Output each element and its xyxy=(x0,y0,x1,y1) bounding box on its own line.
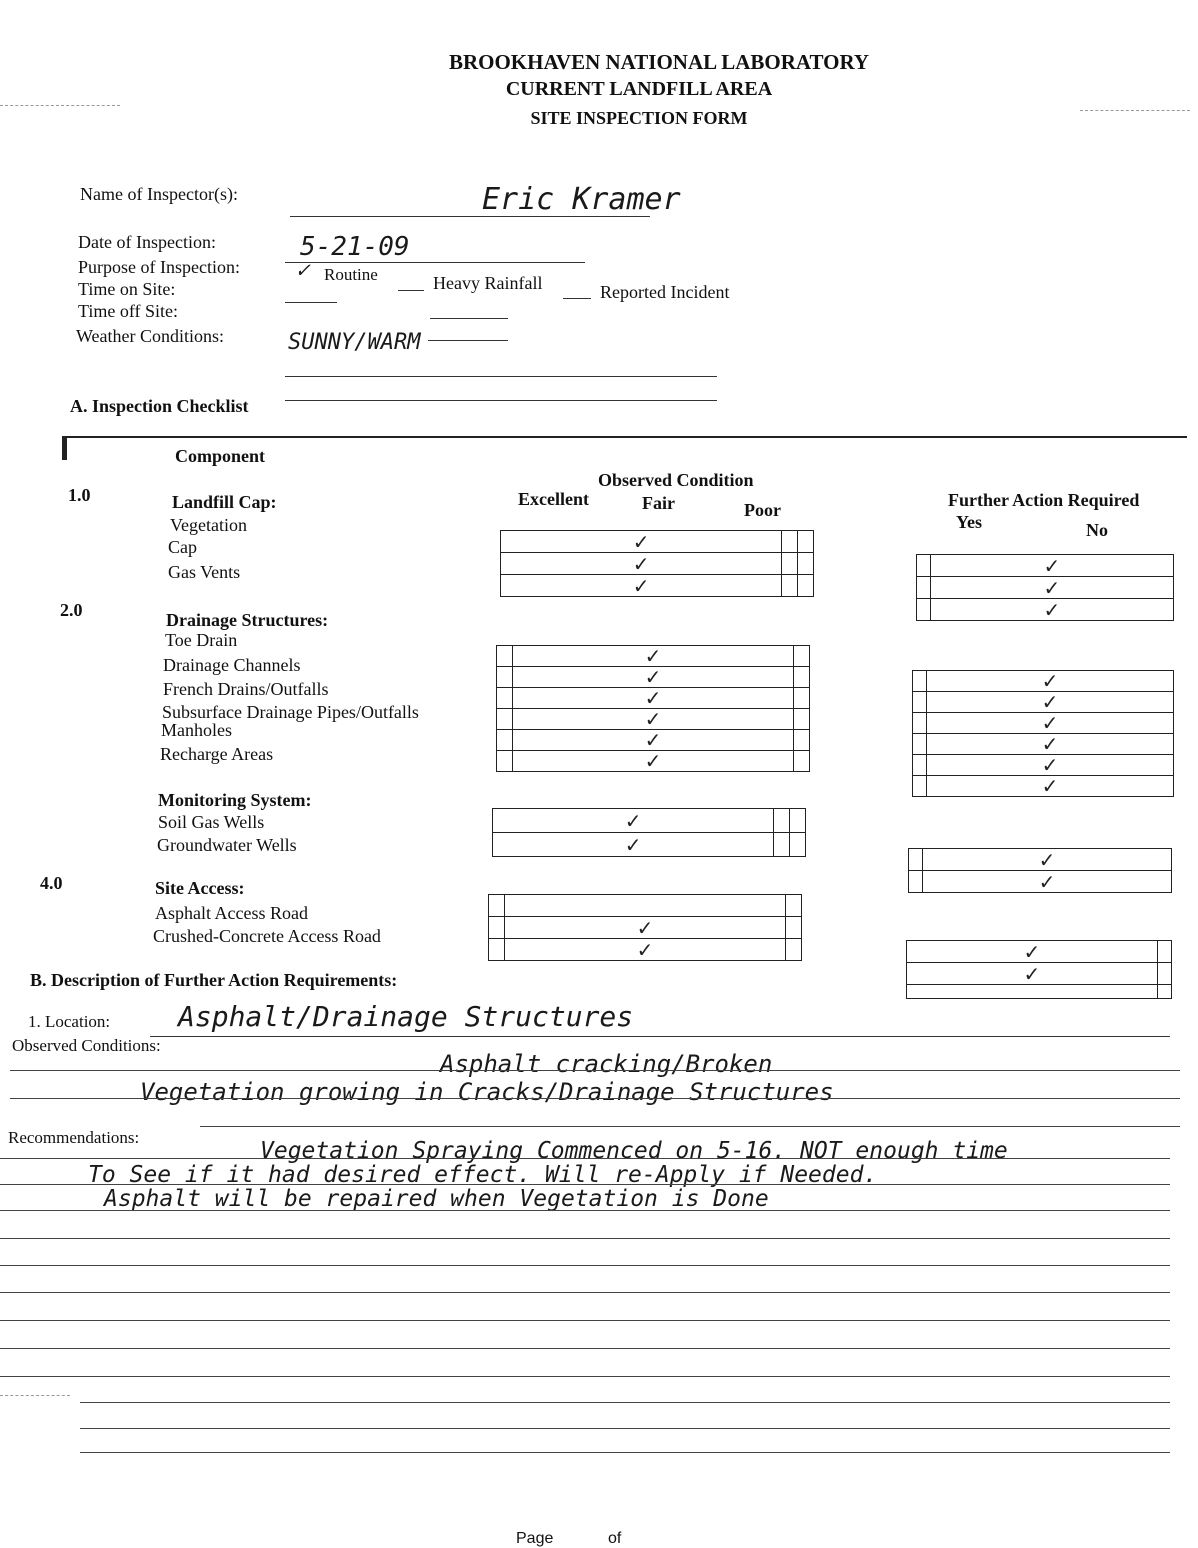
cell-cap-yes[interactable] xyxy=(917,577,931,599)
cell-french-no[interactable]: ✓ xyxy=(926,713,1173,734)
grid-monitoring-condition xyxy=(492,808,806,857)
title-area: CURRENT LANDFILL AREA xyxy=(505,78,773,100)
cell-asphalt-fair[interactable] xyxy=(504,895,785,917)
cell-groundwater-fair[interactable] xyxy=(774,833,790,857)
ruled-line[interactable] xyxy=(10,1098,1180,1099)
cell-channels-no[interactable]: ✓ xyxy=(926,692,1173,713)
ruled-line[interactable] xyxy=(0,1376,1170,1377)
cell-soil-gas-poor[interactable] xyxy=(790,809,806,833)
ruled-line[interactable] xyxy=(0,1238,1170,1239)
cell-toe-drain-excellent[interactable] xyxy=(497,646,513,667)
heavy-rainfall-blank[interactable] xyxy=(398,290,424,291)
ruled-line[interactable] xyxy=(0,1184,1170,1185)
cell-blank-excellent[interactable] xyxy=(489,917,505,939)
cell-vegetation-excellent[interactable]: ✓ xyxy=(501,531,782,553)
cell-concrete-poor[interactable] xyxy=(786,939,802,961)
cell-cap-excellent[interactable]: ✓ xyxy=(501,553,782,575)
ruled-line[interactable] xyxy=(10,1070,1180,1071)
scan-artifact xyxy=(0,1395,70,1396)
further-action-header: Further Action Required xyxy=(948,490,1140,510)
cell-soil-gas-excellent[interactable]: ✓ xyxy=(493,809,774,833)
ruled-line[interactable] xyxy=(0,1292,1170,1293)
cell-subsurface-excellent[interactable] xyxy=(497,709,513,730)
item-french-drains: French Drains/Outfalls xyxy=(163,679,329,699)
cell-asphalt-poor[interactable] xyxy=(786,895,802,917)
cell-manholes-no[interactable]: ✓ xyxy=(926,755,1173,776)
cell-channels-yes[interactable] xyxy=(913,692,927,713)
observed-line-1: Asphalt cracking/Broken xyxy=(440,1050,773,1078)
cell-asphalt-excellent[interactable] xyxy=(489,895,505,917)
cell-subsurface-poor[interactable] xyxy=(794,709,810,730)
cell-recharge-yes[interactable] xyxy=(913,776,927,797)
item-gas-vents: Gas Vents xyxy=(168,562,241,582)
grid-landfill-cap-condition xyxy=(500,530,814,597)
cell-toe-drain-fair[interactable]: ✓ xyxy=(512,646,793,667)
fair-header: Fair xyxy=(642,493,675,513)
cell-groundwater-poor[interactable] xyxy=(790,833,806,857)
title-form: SITE INSPECTION FORM xyxy=(530,108,748,128)
inspector-label: Name of Inspector(s): xyxy=(80,184,238,204)
group-number-2: 2.0 xyxy=(60,600,83,620)
cell-manholes-fair[interactable]: ✓ xyxy=(512,730,793,751)
cell-cap-poor[interactable] xyxy=(798,553,814,575)
group-number-4: 4.0 xyxy=(40,873,63,893)
cell-soil-gas-fair[interactable] xyxy=(774,809,790,833)
time-off-label: Time off Site: xyxy=(78,301,179,321)
cell-blank-fair[interactable]: ✓ xyxy=(504,917,785,939)
weather-field-line-1[interactable] xyxy=(428,340,508,341)
cell-groundwater-no[interactable]: ✓ xyxy=(923,871,1172,893)
date-label: Date of Inspection: xyxy=(78,232,216,252)
cell-subsurface-fair[interactable]: ✓ xyxy=(512,709,793,730)
item-drainage-channels: Drainage Channels xyxy=(163,655,301,675)
cell-concrete-yes[interactable]: ✓ xyxy=(907,963,1158,985)
scan-artifact xyxy=(1080,110,1190,111)
item-cap: Cap xyxy=(168,537,197,557)
ruled-line[interactable] xyxy=(0,1320,1170,1321)
grid-monitoring-further xyxy=(908,848,1172,893)
cell-subsurface-yes[interactable] xyxy=(913,734,927,755)
purpose-routine: Routine xyxy=(324,265,378,284)
inspector-value: Eric Kramer xyxy=(482,182,681,217)
cell-channels-poor[interactable] xyxy=(794,667,810,688)
page-of-label: of xyxy=(608,1530,622,1547)
cell-gas-vents-poor[interactable] xyxy=(798,575,814,597)
cell-asphalt-no[interactable] xyxy=(1157,941,1171,963)
ruled-line[interactable] xyxy=(0,1158,1170,1159)
group-title-monitoring: Monitoring System: xyxy=(158,790,312,810)
cell-gas-vents-no[interactable]: ✓ xyxy=(930,599,1173,621)
component-header: Component xyxy=(175,446,266,466)
grid-site-access-condition xyxy=(488,894,802,961)
group-title-drainage: Drainage Structures: xyxy=(166,610,329,630)
purpose-heavy-rainfall: Heavy Rainfall xyxy=(433,273,543,293)
rec-line-1: Vegetation Spraying Commenced on 5-16. NOT enough time xyxy=(260,1138,1008,1164)
purpose-reported-incident: Reported Incident xyxy=(600,282,730,302)
item-toe-drain: Toe Drain xyxy=(165,630,238,650)
rec-line-2: To See if it had desired effect. Will re-Apply if Needed. xyxy=(88,1162,878,1188)
item-recharge-areas: Recharge Areas xyxy=(160,744,274,764)
cell-vegetation-fair[interactable] xyxy=(782,531,798,553)
weather-field-line-2[interactable] xyxy=(285,376,717,377)
page-number-label: Page xyxy=(516,1530,554,1547)
item-soil-gas-wells: Soil Gas Wells xyxy=(158,812,265,832)
cell-recharge-poor[interactable] xyxy=(794,751,810,772)
cell-french-yes[interactable] xyxy=(913,713,927,734)
weather-field-line-3[interactable] xyxy=(285,400,717,401)
cell-vegetation-no[interactable]: ✓ xyxy=(930,555,1173,577)
item-vegetation: Vegetation xyxy=(170,515,247,535)
cell-french-poor[interactable] xyxy=(794,688,810,709)
location-label: 1. Location: xyxy=(28,1012,111,1031)
cell-recharge-excellent[interactable] xyxy=(497,751,513,772)
checklist-title: A. Inspection Checklist xyxy=(70,396,249,416)
weather-value: SUNNY/WARM xyxy=(288,330,421,355)
observed-line-2: Vegetation growing in Cracks/Drainage Structures xyxy=(140,1078,834,1106)
cell-manholes-poor[interactable] xyxy=(794,730,810,751)
ruled-line[interactable] xyxy=(80,1428,1170,1429)
group-number-1: 1.0 xyxy=(68,485,91,505)
cell-cap-fair[interactable] xyxy=(782,553,798,575)
cell-manholes-yes[interactable] xyxy=(913,755,927,776)
further-description-title: B. Description of Further Action Requirements: xyxy=(30,970,398,990)
grid-drainage-condition xyxy=(496,645,810,772)
ruled-line[interactable] xyxy=(200,1126,1180,1127)
group-title-site-access: Site Access: xyxy=(155,878,245,898)
item-concrete-road: Crushed-Concrete Access Road xyxy=(153,926,381,946)
cell-extra-no[interactable] xyxy=(1157,985,1171,999)
cell-cap-no[interactable]: ✓ xyxy=(930,577,1173,599)
title-lab: BROOKHAVEN NATIONAL LABORATORY xyxy=(448,50,870,74)
cell-toe-drain-poor[interactable] xyxy=(794,646,810,667)
observed-condition-header: Observed Condition xyxy=(598,470,754,490)
cell-gas-vents-excellent[interactable]: ✓ xyxy=(501,575,782,597)
ruled-line[interactable] xyxy=(0,1265,1170,1266)
excellent-header: Excellent xyxy=(518,489,589,509)
cell-gas-vents-yes[interactable] xyxy=(917,599,931,621)
cell-groundwater-yes[interactable] xyxy=(909,871,923,893)
cell-groundwater-excellent[interactable]: ✓ xyxy=(493,833,774,857)
yes-header: Yes xyxy=(956,512,982,532)
cell-manholes-excellent[interactable] xyxy=(497,730,513,751)
group-title-landfill-cap: Landfill Cap: xyxy=(172,492,277,512)
cell-recharge-no[interactable]: ✓ xyxy=(926,776,1173,797)
weather-label: Weather Conditions: xyxy=(76,326,225,346)
cell-vegetation-yes[interactable] xyxy=(917,555,931,577)
cell-toe-drain-yes[interactable] xyxy=(913,671,927,692)
rec-line-3: Asphalt will be repaired when Vegetation is Done xyxy=(104,1186,769,1212)
cell-gas-vents-fair[interactable] xyxy=(782,575,798,597)
time-on-label: Time on Site: xyxy=(78,279,176,299)
cell-toe-drain-no[interactable]: ✓ xyxy=(926,671,1173,692)
ruled-line[interactable] xyxy=(0,1210,1170,1211)
purpose-label: Purpose of Inspection: xyxy=(78,257,240,277)
cell-vegetation-poor[interactable] xyxy=(798,531,814,553)
item-subsurface-pipes: Subsurface Drainage Pipes/Outfalls xyxy=(162,702,419,722)
cell-soil-gas-no[interactable]: ✓ xyxy=(923,849,1172,871)
observed-conditions-label: Observed Conditions: xyxy=(12,1036,161,1055)
poor-header: Poor xyxy=(744,500,781,520)
location-value: Asphalt/Drainage Structures xyxy=(178,1000,634,1033)
scan-artifact xyxy=(0,105,120,106)
date-value: 5-21-09 xyxy=(300,232,410,262)
time-on-field-line[interactable] xyxy=(285,302,337,303)
ruled-line[interactable] xyxy=(0,1348,1170,1349)
cell-extra-yes[interactable] xyxy=(907,985,1158,999)
cell-concrete-excellent[interactable] xyxy=(489,939,505,961)
cell-french-fair[interactable]: ✓ xyxy=(512,688,793,709)
ruled-line[interactable] xyxy=(80,1452,1170,1453)
grid-drainage-further xyxy=(912,670,1174,797)
time-off-field-line[interactable] xyxy=(430,318,508,319)
location-field-line[interactable] xyxy=(150,1036,1170,1037)
cell-blank-poor[interactable] xyxy=(786,917,802,939)
incident-blank[interactable] xyxy=(563,298,591,299)
no-header: No xyxy=(1086,520,1108,540)
ruled-line[interactable] xyxy=(80,1402,1170,1403)
cell-french-excellent[interactable] xyxy=(497,688,513,709)
item-asphalt-road: Asphalt Access Road xyxy=(155,903,308,923)
cell-concrete-fair[interactable]: ✓ xyxy=(504,939,785,961)
cell-channels-excellent[interactable] xyxy=(497,667,513,688)
cell-channels-fair[interactable]: ✓ xyxy=(512,667,793,688)
item-manholes: Manholes xyxy=(161,720,232,740)
cell-recharge-fair[interactable]: ✓ xyxy=(512,751,793,772)
cell-soil-gas-yes[interactable] xyxy=(909,849,923,871)
item-groundwater-wells: Groundwater Wells xyxy=(157,835,297,855)
recommendations-label: Recommendations: xyxy=(8,1128,140,1147)
cell-asphalt-yes[interactable]: ✓ xyxy=(907,941,1158,963)
grid-landfill-cap-further xyxy=(916,554,1174,621)
grid-site-access-further xyxy=(906,940,1172,999)
cell-concrete-no[interactable] xyxy=(1157,963,1171,985)
cell-subsurface-no[interactable]: ✓ xyxy=(926,734,1173,755)
date-field-line[interactable] xyxy=(285,262,585,263)
routine-check-mark[interactable]: ✓ xyxy=(296,258,310,283)
